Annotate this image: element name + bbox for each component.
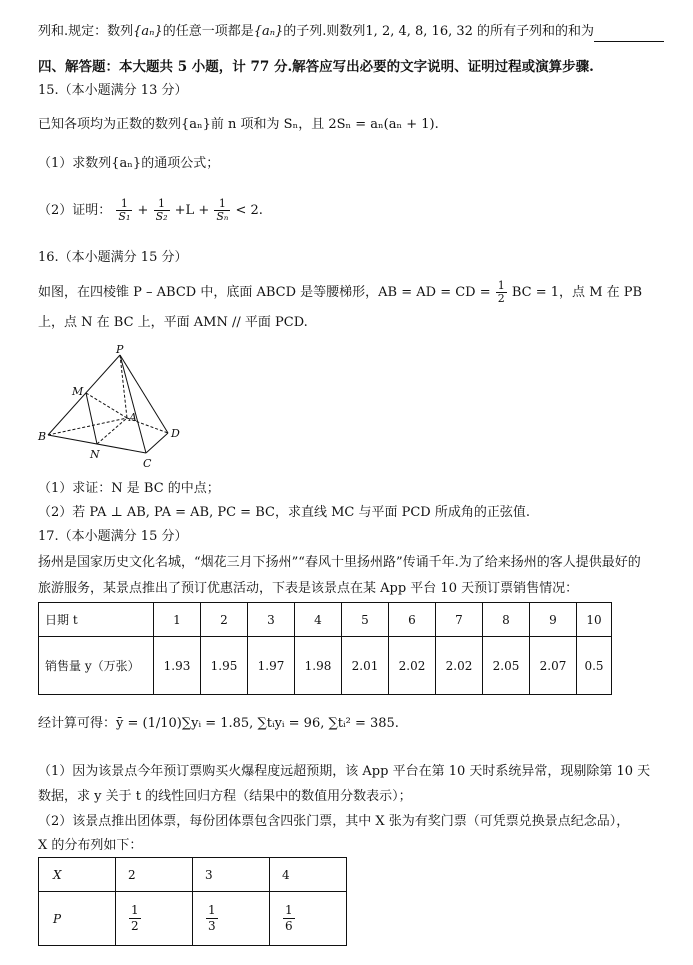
table-row-p	[39, 892, 347, 946]
day-cell: 2	[201, 603, 248, 637]
q16-part2: （2）若 PA ⊥ AB, PA = AB, PC = BC，求直线 MC 与平面 PCD 所成角的正弦值.	[38, 505, 530, 520]
q17-part1-line2: 数据，求 y 关于 t 的线性回归方程（结果中的数值用分数表示）；	[38, 789, 412, 804]
top-line	[38, 22, 664, 42]
sales-value-cell: 1.98	[295, 637, 342, 695]
table-row-sales	[39, 637, 612, 695]
sales-value-cell: 0.5	[577, 637, 612, 695]
sales-value-cell: 2.07	[530, 637, 577, 695]
fraction-1-over-s1: $\frac{1}{\text{S₁}}$	[118, 197, 131, 223]
probability-cell	[270, 892, 347, 946]
q16-stem-line2: 上，点 N 在 BC 上，平面 AMN // 平面 PCD.	[38, 315, 308, 330]
segment-na	[97, 418, 127, 444]
x-value-cell: 3	[193, 858, 270, 892]
sales-value-cell: 1.93	[154, 637, 201, 695]
edge-cd	[146, 433, 168, 453]
edge-ba	[48, 418, 127, 435]
label-b: B	[38, 430, 47, 443]
q17-part2-line1: （2）该景点推出团体票，每份团体票包含四张门票，其中 X 张为有奖门票（可凭票兑换景点纪念品），	[38, 814, 630, 829]
table-row-days	[39, 603, 612, 637]
sales-table	[38, 602, 612, 695]
fraction-one-half: $\frac{1}{2}$	[497, 279, 505, 305]
header-cell-date: 日期 t	[39, 603, 154, 637]
q15-stem: 已知各项均为正数的数列{aₙ}前 n 项和为 Sₙ，且 2Sₙ = aₙ(aₙ + 1).	[38, 117, 439, 132]
answer-blank[interactable]	[594, 27, 664, 42]
distribution-table	[38, 857, 347, 946]
label-n: N	[90, 448, 100, 461]
day-cell: 10	[577, 603, 612, 637]
q16-part1: （1）求证：N 是 BC 的中点；	[38, 481, 220, 496]
day-cell: 9	[530, 603, 577, 637]
q16-heading: 16.（本小题满分 15 分）	[38, 250, 188, 265]
q17-stem-line2: 旅游服务，某景点推出了预订优惠活动，下表是该景点在某 App 平台 10 天预订票销售情况：	[38, 581, 579, 596]
day-cell: 3	[248, 603, 295, 637]
q15-heading: 15.（本小题满分 13 分）	[38, 83, 188, 98]
header-cell-x: X	[39, 858, 116, 892]
header-cell-sales: 销售量 y（万张）	[39, 637, 154, 695]
sales-value-cell: 1.95	[201, 637, 248, 695]
q17-calc: 经计算可得：ȳ = (1/10)∑yᵢ = 1.85, ∑tᵢyᵢ = 96, ∑tᵢ² = 385.	[38, 716, 399, 731]
day-cell: 8	[483, 603, 530, 637]
q16-stem-a: 如图，在四棱锥 P – ABCD 中，底面 ABCD 是等腰梯形，AB = AD = CD =	[38, 285, 491, 300]
probability-cell	[193, 892, 270, 946]
seq-symbol: {aₙ}	[133, 24, 163, 39]
label-p: P	[116, 343, 124, 356]
fraction-1-over-sn: $\frac{1}{\text{Sₙ}}$	[216, 197, 229, 223]
day-cell: 1	[154, 603, 201, 637]
table-row-x	[39, 858, 347, 892]
fraction-1-over-s2: $\frac{1}{\text{S₂}}$	[155, 197, 168, 223]
day-cell: 5	[342, 603, 389, 637]
day-cell: 7	[436, 603, 483, 637]
q17-part2-line2: X 的分布列如下：	[38, 838, 143, 853]
sales-value-cell: 1.97	[248, 637, 295, 695]
day-cell: 4	[295, 603, 342, 637]
probability-cell	[116, 892, 193, 946]
edge-pd	[120, 355, 168, 433]
sales-value-cell: 2.02	[436, 637, 483, 695]
q16-stem-line1	[38, 278, 642, 308]
label-m: M	[72, 385, 84, 398]
segment-mn	[86, 393, 97, 444]
probability-fraction: $\frac{1}{3}$	[208, 903, 216, 933]
header-cell-p: P	[39, 892, 116, 946]
q15-part2	[38, 196, 263, 226]
sales-value-cell: 2.02	[389, 637, 436, 695]
top-part1: 列和.规定：数列	[38, 24, 134, 39]
q15-part1: （1）求数列{aₙ}的通项公式；	[38, 156, 220, 171]
probability-fraction: $\frac{1}{6}$	[285, 903, 293, 933]
q17-heading: 17.（本小题满分 15 分）	[38, 529, 188, 544]
q15-part2-prefix: （2）证明：	[38, 203, 112, 218]
ellipsis-plus: +L +	[174, 203, 210, 218]
sales-value-cell: 2.05	[483, 637, 530, 695]
q16-stem-b: BC = 1，点 M 在 PB	[511, 285, 643, 300]
q17-part1-line1: （1）因为该景点今年预订票购买火爆程度远超预期，该 App 平台在第 10 天时系统异常，现剔除第 10 天	[38, 764, 651, 779]
label-a: A	[129, 411, 137, 424]
q17-stem-line1: 扬州是国家历史文化名城，“烟花三月下扬州”“春风十里扬州路”传诵千年.为了给来扬州的客人提供最好的	[38, 555, 641, 570]
less-than-two: < 2.	[235, 203, 263, 218]
edge-pc	[120, 355, 146, 453]
edge-pb	[48, 355, 120, 435]
pyramid-figure	[36, 343, 186, 473]
day-cell: 6	[389, 603, 436, 637]
segment-ma	[86, 393, 127, 418]
x-value-cell: 4	[270, 858, 347, 892]
plus-sign: +	[137, 203, 149, 218]
label-d: D	[171, 427, 180, 440]
top-part2: 的任意一项都是	[162, 24, 254, 39]
sales-value-cell: 2.01	[342, 637, 389, 695]
x-value-cell: 2	[116, 858, 193, 892]
seq-symbol-2: {aₙ}	[253, 24, 284, 39]
probability-fraction: $\frac{1}{2}$	[131, 903, 139, 933]
top-part3: 的子列.则数列1, 2, 4, 8, 16, 32 的所有子列和的和为	[283, 24, 595, 39]
label-c: C	[143, 457, 152, 470]
section-heading: 四、解答题：本大题共 5 小题，计 77 分.解答应写出必要的文字说明、证明过程或演算步骤.	[38, 59, 594, 75]
